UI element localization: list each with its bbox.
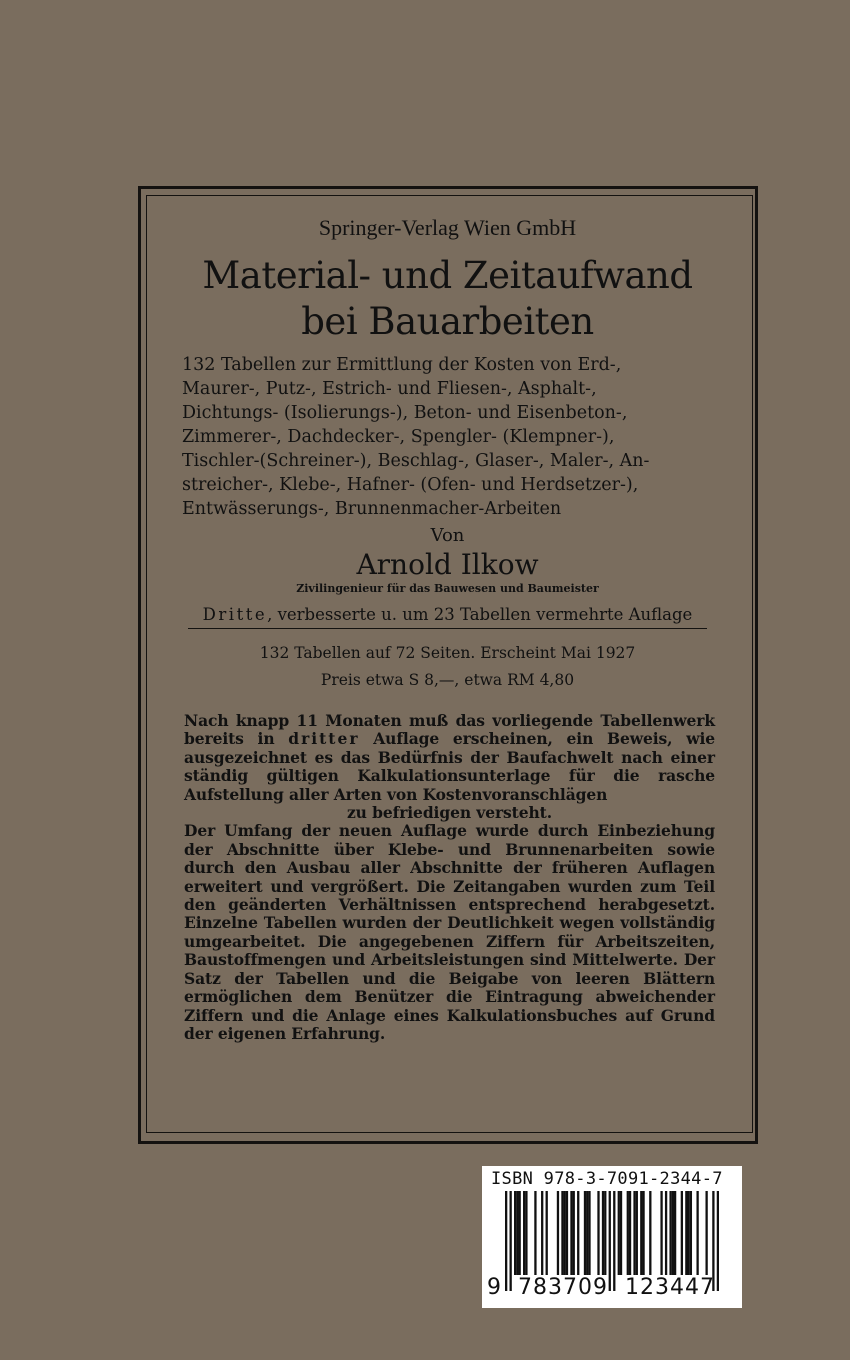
subtitle-line: Entwässerungs-, Brunnenmacher-Arbeiten — [182, 499, 562, 519]
barcode-bar — [534, 1191, 536, 1275]
subtitle-line: Dichtungs- (Isolierungs-), Beton- und Eisenbeton-, — [182, 403, 628, 423]
barcode-bar — [546, 1191, 548, 1275]
subtitle — [150, 353, 745, 521]
barcode-bar — [618, 1191, 620, 1275]
price-info: Preis etwa S 8,—, etwa RM 4,80 — [320, 671, 575, 689]
subtitle-line: Maurer-, Putz-, Estrich- und Fliesen-, Asphalt-, — [182, 379, 597, 399]
barcode-bar — [561, 1191, 563, 1275]
description — [184, 712, 715, 1043]
barcode-bar — [640, 1191, 642, 1275]
author-name: Arnold Ilkow — [356, 548, 539, 581]
barcode-bar — [604, 1191, 606, 1275]
barcode-bar — [696, 1191, 698, 1275]
ean-right-group: 123447 — [624, 1275, 715, 1300]
barcode-bar — [685, 1191, 687, 1275]
barcode-bar — [687, 1191, 689, 1275]
publisher: Springer-Verlag Wien GmbH — [318, 215, 577, 240]
cover-content — [150, 215, 745, 1043]
barcode-bar — [519, 1191, 521, 1275]
barcode-bar — [577, 1191, 579, 1275]
barcode-bar — [660, 1191, 662, 1275]
barcode-bar — [633, 1191, 635, 1275]
barcode-bar — [669, 1191, 671, 1275]
barcode-bar — [690, 1191, 692, 1275]
barcode-bar — [674, 1191, 676, 1275]
edition-rest: , verbesserte u. um 23 Tabellen vermehrte Auflage — [267, 605, 693, 624]
barcode-bar — [586, 1191, 588, 1275]
subtitle-line: 132 Tabellen zur Ermittlung der Kosten von Erd-, — [182, 355, 622, 375]
book-title — [150, 253, 745, 345]
description-paragraph-2: Der Umfang der neuen Auflage wurde durch Einbeziehung der Abschnitte über Klebe- und Brunnenarbeiten sowie durch den Ausbau aller Abschnitte der früheren Auflagen erweitert und vergrößert. Die Zeitangaben wurden zum Teil den geänderten Verhältnissen entsprechend herabgesetzt. Einzelne Tabellen wurden der Deutlichkeit wegen vollständig umgearbeitet. Die angegebenen Ziffern für Arbeitszeiten, Baustoffmengen und Arbeitsleistungen sind Mittelwerte. Der Satz der Tabellen und die Beigabe von leeren Blättern ermöglichen dem Benützer die Eintragung abweichender Ziffern und die Anlage eines Kalkulationsbuches auf Grund der eigenen Erfahrung. — [184, 821, 715, 1043]
desc-text: Auflage erscheinen, ein Beweis, wie ausgezeichnet es das Bedürfnis der Baufachwelt nach einer ständig gültigen Kalkulationsunterlage für die rasche Aufstellung aller Arten von Kostenvoranschlägen — [184, 729, 716, 804]
isbn-label: ISBN 978-3-7091-2344-7 — [491, 1169, 723, 1189]
barcode-bar — [672, 1191, 674, 1275]
barcode-bar — [681, 1191, 683, 1275]
subtitle-line: Zimmerer-, Dachdecker-, Spengler- (Klempner-), — [182, 427, 615, 447]
author-role: Zivilingenieur für das Bauwesen und Baumeister — [296, 582, 599, 595]
publication-info — [150, 640, 745, 694]
ean-left-group: 783709 — [518, 1275, 608, 1300]
barcode-bar — [541, 1191, 543, 1275]
barcode-bar — [525, 1191, 527, 1275]
barcode-bar — [573, 1191, 575, 1275]
description-paragraph-1 — [184, 712, 715, 804]
isbn-barcode — [482, 1166, 742, 1308]
barcode-bar — [514, 1191, 516, 1275]
desc-text: Nach knapp 11 Monaten muß das vorliegende Tabellenwerk bereits in — [184, 711, 715, 749]
barcode-bar — [705, 1191, 707, 1275]
barcode-bar — [642, 1191, 644, 1275]
barcode-bar — [523, 1191, 525, 1275]
ean-digits — [487, 1275, 715, 1300]
barcode-bar — [629, 1191, 631, 1275]
barcode-bar — [588, 1191, 590, 1275]
barcode-bar — [649, 1191, 651, 1275]
barcode-bar — [516, 1191, 518, 1275]
edition-note — [188, 605, 707, 629]
barcode-bar — [584, 1191, 586, 1275]
title-line-1: Material- und Zeitaufwand — [202, 254, 693, 297]
pages-info: 132 Tabellen auf 72 Seiten. Erscheint Mai 1927 — [259, 644, 636, 662]
barcode-bar — [557, 1191, 559, 1275]
barcode-bar — [564, 1191, 566, 1275]
barcode-bar — [602, 1191, 604, 1275]
barcode-bar — [665, 1191, 667, 1275]
barcode-bar — [627, 1191, 629, 1275]
barcode-bar — [636, 1191, 638, 1275]
barcode-bar — [566, 1191, 568, 1275]
barcode-guard-bar — [717, 1191, 719, 1291]
description-paragraph-1-end: zu befriedigen versteht. — [346, 803, 553, 823]
edition-spaced: Dritte — [202, 605, 268, 624]
von-label: Von — [430, 525, 465, 546]
barcode-bar — [620, 1191, 622, 1275]
ean-first-digit: 9 — [487, 1275, 501, 1300]
title-line-2: bei Bauarbeiten — [301, 300, 594, 343]
subtitle-line: streicher-, Klebe-, Hafner- (Ofen- und Herdsetzer-), — [182, 475, 639, 495]
barcode-bar — [570, 1191, 572, 1275]
desc-spaced: dritter — [288, 729, 360, 749]
subtitle-line: Tischler-(Schreiner-), Beschlag-, Glaser-, Maler-, An- — [182, 451, 650, 471]
barcode-bar — [597, 1191, 599, 1275]
